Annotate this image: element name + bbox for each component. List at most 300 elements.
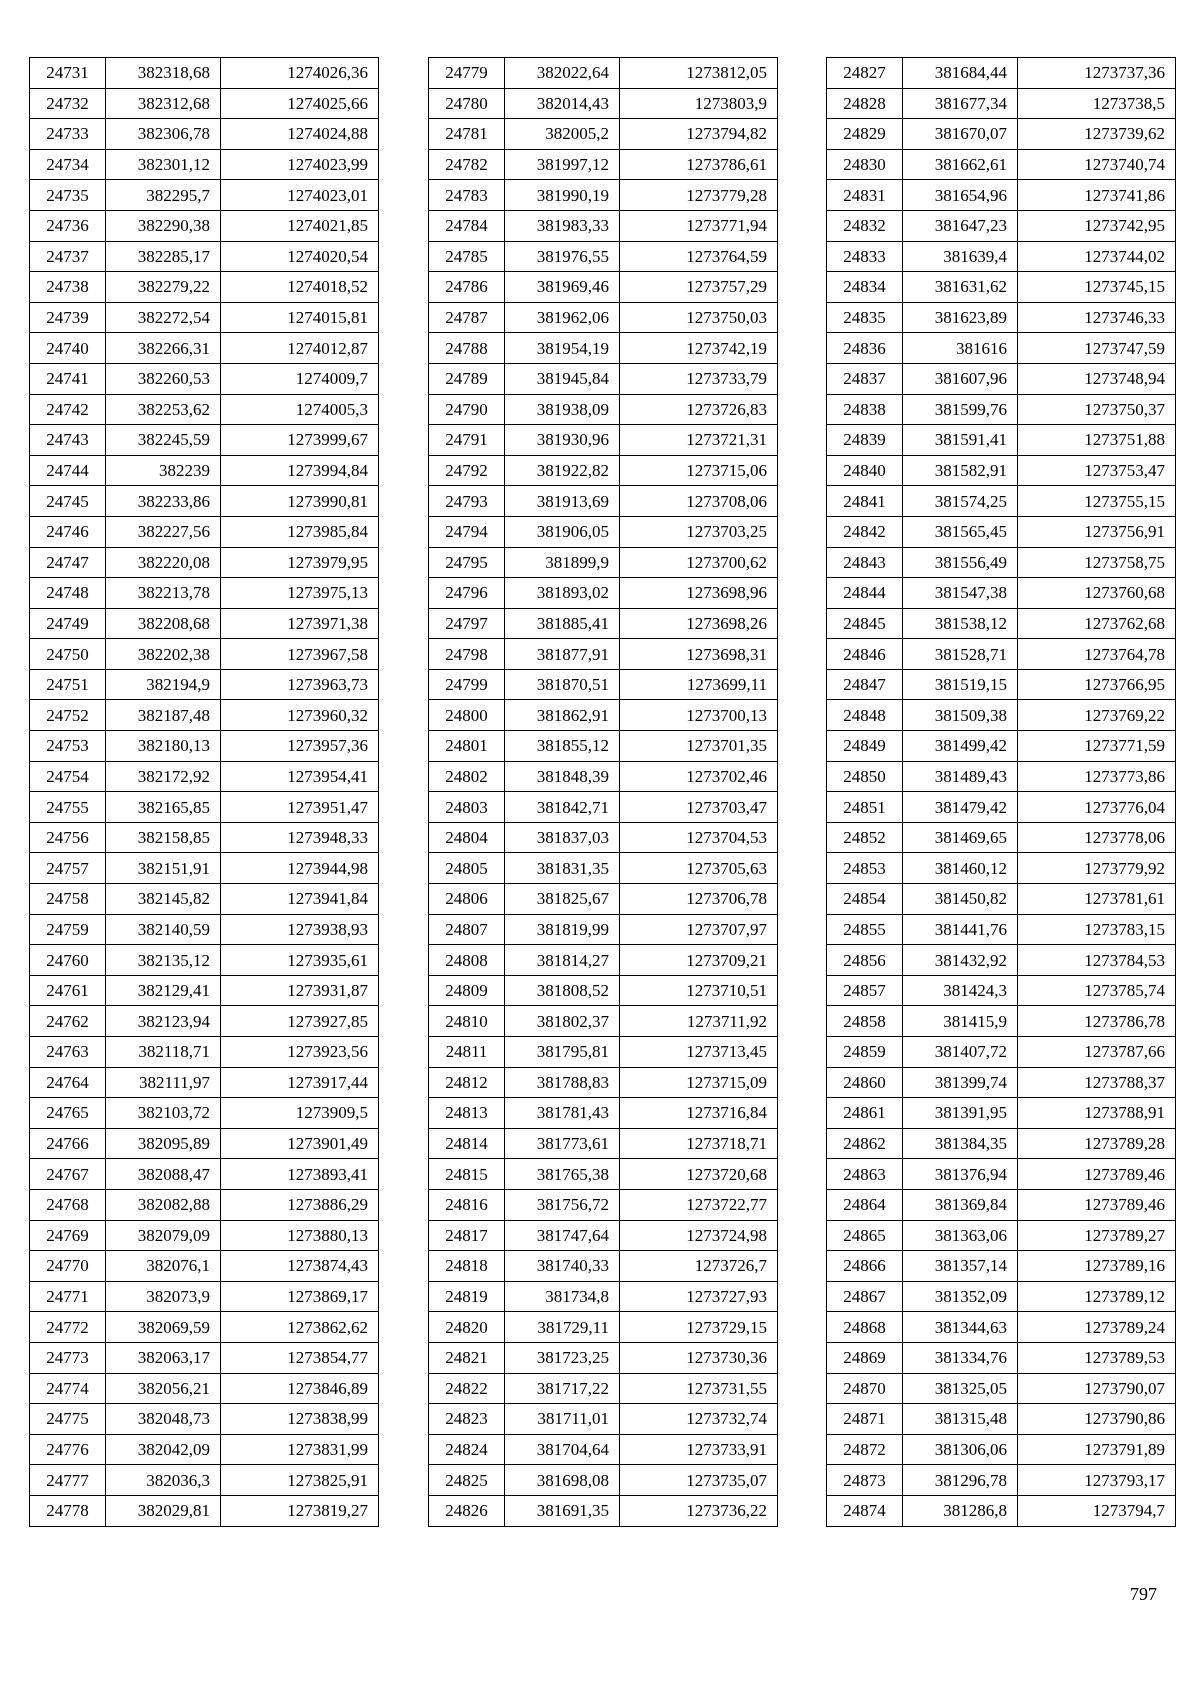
table-row [429, 272, 778, 303]
x-coordinate-cell: 381582,91 [903, 455, 1018, 486]
table-row [429, 792, 778, 823]
x-coordinate-cell: 382208,68 [106, 608, 221, 639]
y-coordinate-cell: 1273794,82 [620, 119, 778, 150]
point-number-cell: 24832 [827, 210, 903, 241]
y-coordinate-cell: 1274020,54 [221, 241, 379, 272]
y-coordinate-cell: 1273874,43 [221, 1251, 379, 1282]
x-coordinate-cell: 382306,78 [106, 119, 221, 150]
table-row [30, 945, 379, 976]
point-number-cell: 24843 [827, 547, 903, 578]
page-number: 797 [1130, 1584, 1157, 1604]
x-coordinate-cell: 381441,76 [903, 914, 1018, 945]
y-coordinate-cell: 1273742,19 [620, 333, 778, 364]
table-row [429, 210, 778, 241]
y-coordinate-cell: 1273705,63 [620, 853, 778, 884]
point-number-cell: 24770 [30, 1251, 106, 1282]
point-number-cell: 24822 [429, 1373, 505, 1404]
table-row [429, 1159, 778, 1190]
y-coordinate-cell: 1273726,83 [620, 394, 778, 425]
point-number-cell: 24739 [30, 302, 106, 333]
table-row [30, 1067, 379, 1098]
y-coordinate-cell: 1273854,77 [221, 1342, 379, 1373]
table-row [30, 180, 379, 211]
point-number-cell: 24869 [827, 1342, 903, 1373]
table-row [30, 333, 379, 364]
y-coordinate-cell: 1273739,62 [1018, 119, 1176, 150]
table-row [429, 731, 778, 762]
y-coordinate-cell: 1273713,45 [620, 1037, 778, 1068]
x-coordinate-cell: 382048,73 [106, 1404, 221, 1435]
table-row [30, 455, 379, 486]
y-coordinate-cell: 1273727,93 [620, 1281, 778, 1312]
table-row [429, 669, 778, 700]
y-coordinate-cell: 1273703,25 [620, 516, 778, 547]
point-number-cell: 24844 [827, 578, 903, 609]
y-coordinate-cell: 1273742,95 [1018, 210, 1176, 241]
table-row [30, 1404, 379, 1435]
point-number-cell: 24785 [429, 241, 505, 272]
x-coordinate-cell: 382014,43 [505, 88, 620, 119]
point-number-cell: 24801 [429, 731, 505, 762]
x-coordinate-cell: 382056,21 [106, 1373, 221, 1404]
y-coordinate-cell: 1273698,31 [620, 639, 778, 670]
table-row [30, 1495, 379, 1526]
point-number-cell: 24870 [827, 1373, 903, 1404]
point-number-cell: 24731 [30, 58, 106, 89]
table-row [827, 394, 1176, 425]
x-coordinate-cell: 382318,68 [106, 58, 221, 89]
y-coordinate-cell: 1273762,68 [1018, 608, 1176, 639]
coordinate-table-3 [826, 57, 1176, 1527]
x-coordinate-cell: 382088,47 [106, 1159, 221, 1190]
table-row [429, 822, 778, 853]
point-number-cell: 24794 [429, 516, 505, 547]
x-coordinate-cell: 381499,42 [903, 731, 1018, 762]
x-coordinate-cell: 382076,1 [106, 1251, 221, 1282]
point-number-cell: 24858 [827, 1006, 903, 1037]
table-row [827, 1495, 1176, 1526]
point-number-cell: 24733 [30, 119, 106, 150]
table-row [429, 1128, 778, 1159]
point-number-cell: 24778 [30, 1495, 106, 1526]
point-number-cell: 24850 [827, 761, 903, 792]
y-coordinate-cell: 1273771,59 [1018, 731, 1176, 762]
table-row [827, 88, 1176, 119]
x-coordinate-cell: 381781,43 [505, 1098, 620, 1129]
point-number-cell: 24768 [30, 1189, 106, 1220]
y-coordinate-cell: 1273909,5 [221, 1098, 379, 1129]
y-coordinate-cell: 1273927,85 [221, 1006, 379, 1037]
y-coordinate-cell: 1273751,88 [1018, 425, 1176, 456]
point-number-cell: 24736 [30, 210, 106, 241]
table-row [30, 700, 379, 731]
table-row [827, 302, 1176, 333]
x-coordinate-cell: 381938,09 [505, 394, 620, 425]
table-row [30, 731, 379, 762]
x-coordinate-cell: 381740,33 [505, 1251, 620, 1282]
y-coordinate-cell: 1273957,36 [221, 731, 379, 762]
y-coordinate-cell: 1273963,73 [221, 669, 379, 700]
x-coordinate-cell: 382079,09 [106, 1220, 221, 1251]
y-coordinate-cell: 1273886,29 [221, 1189, 379, 1220]
x-coordinate-cell: 381704,64 [505, 1434, 620, 1465]
table-row [429, 1312, 778, 1343]
y-coordinate-cell: 1273990,81 [221, 486, 379, 517]
table-row [30, 119, 379, 150]
y-coordinate-cell: 1273790,86 [1018, 1404, 1176, 1435]
table-row [30, 761, 379, 792]
y-coordinate-cell: 1273757,29 [620, 272, 778, 303]
x-coordinate-cell: 381315,48 [903, 1404, 1018, 1435]
table-row [429, 547, 778, 578]
point-number-cell: 24774 [30, 1373, 106, 1404]
x-coordinate-cell: 381885,41 [505, 608, 620, 639]
y-coordinate-cell: 1273753,47 [1018, 455, 1176, 486]
point-number-cell: 24809 [429, 975, 505, 1006]
point-number-cell: 24732 [30, 88, 106, 119]
point-number-cell: 24743 [30, 425, 106, 456]
point-number-cell: 24847 [827, 669, 903, 700]
point-number-cell: 24860 [827, 1067, 903, 1098]
x-coordinate-cell: 382272,54 [106, 302, 221, 333]
table-row [429, 1342, 778, 1373]
y-coordinate-cell: 1273769,22 [1018, 700, 1176, 731]
x-coordinate-cell: 381723,25 [505, 1342, 620, 1373]
x-coordinate-cell: 381415,9 [903, 1006, 1018, 1037]
x-coordinate-cell: 381837,03 [505, 822, 620, 853]
point-number-cell: 24749 [30, 608, 106, 639]
y-coordinate-cell: 1273951,47 [221, 792, 379, 823]
point-number-cell: 24816 [429, 1189, 505, 1220]
x-coordinate-cell: 381842,71 [505, 792, 620, 823]
x-coordinate-cell: 381376,94 [903, 1159, 1018, 1190]
point-number-cell: 24849 [827, 731, 903, 762]
point-number-cell: 24851 [827, 792, 903, 823]
table-row [30, 822, 379, 853]
point-number-cell: 24746 [30, 516, 106, 547]
table-row [429, 1281, 778, 1312]
x-coordinate-cell: 382158,85 [106, 822, 221, 853]
y-coordinate-cell: 1273736,22 [620, 1495, 778, 1526]
point-number-cell: 24817 [429, 1220, 505, 1251]
y-coordinate-cell: 1273825,91 [221, 1465, 379, 1496]
table-row [30, 547, 379, 578]
x-coordinate-cell: 382135,12 [106, 945, 221, 976]
table-row [827, 1342, 1176, 1373]
table-row [30, 1373, 379, 1404]
table-row [30, 88, 379, 119]
point-number-cell: 24802 [429, 761, 505, 792]
y-coordinate-cell: 1273781,61 [1018, 884, 1176, 915]
table-row [30, 1465, 379, 1496]
x-coordinate-cell: 381906,05 [505, 516, 620, 547]
point-number-cell: 24854 [827, 884, 903, 915]
y-coordinate-cell: 1273700,62 [620, 547, 778, 578]
y-coordinate-cell: 1273994,84 [221, 455, 379, 486]
table-row [827, 608, 1176, 639]
y-coordinate-cell: 1273715,06 [620, 455, 778, 486]
table-row [827, 1434, 1176, 1465]
point-number-cell: 24824 [429, 1434, 505, 1465]
table-row [827, 1067, 1176, 1098]
x-coordinate-cell: 381976,55 [505, 241, 620, 272]
table-row [30, 669, 379, 700]
table-row [827, 210, 1176, 241]
point-number-cell: 24838 [827, 394, 903, 425]
x-coordinate-cell: 382285,17 [106, 241, 221, 272]
x-coordinate-cell: 381795,81 [505, 1037, 620, 1068]
x-coordinate-cell: 382022,64 [505, 58, 620, 89]
table-row [30, 792, 379, 823]
y-coordinate-cell: 1273746,33 [1018, 302, 1176, 333]
point-number-cell: 24748 [30, 578, 106, 609]
point-number-cell: 24853 [827, 853, 903, 884]
x-coordinate-cell: 382180,13 [106, 731, 221, 762]
y-coordinate-cell: 1274025,66 [221, 88, 379, 119]
table-row [827, 1037, 1176, 1068]
table-row [30, 394, 379, 425]
table-row [429, 516, 778, 547]
y-coordinate-cell: 1273766,95 [1018, 669, 1176, 700]
table-row [30, 149, 379, 180]
y-coordinate-cell: 1273789,46 [1018, 1189, 1176, 1220]
table-row [429, 455, 778, 486]
y-coordinate-cell: 1273718,71 [620, 1128, 778, 1159]
y-coordinate-cell: 1273789,16 [1018, 1251, 1176, 1282]
x-coordinate-cell: 381788,83 [505, 1067, 620, 1098]
x-coordinate-cell: 381344,63 [903, 1312, 1018, 1343]
y-coordinate-cell: 1273880,13 [221, 1220, 379, 1251]
y-coordinate-cell: 1273738,5 [1018, 88, 1176, 119]
point-number-cell: 24840 [827, 455, 903, 486]
point-number-cell: 24744 [30, 455, 106, 486]
table-row [827, 731, 1176, 762]
x-coordinate-cell: 381684,44 [903, 58, 1018, 89]
y-coordinate-cell: 1273831,99 [221, 1434, 379, 1465]
table-row [827, 1281, 1176, 1312]
point-number-cell: 24834 [827, 272, 903, 303]
x-coordinate-cell: 382260,53 [106, 363, 221, 394]
table-row [30, 884, 379, 915]
table-row [30, 853, 379, 884]
y-coordinate-cell: 1273783,15 [1018, 914, 1176, 945]
point-number-cell: 24841 [827, 486, 903, 517]
y-coordinate-cell: 1273707,97 [620, 914, 778, 945]
x-coordinate-cell: 381357,14 [903, 1251, 1018, 1282]
y-coordinate-cell: 1273803,9 [620, 88, 778, 119]
table-row [30, 1189, 379, 1220]
point-number-cell: 24747 [30, 547, 106, 578]
point-number-cell: 24823 [429, 1404, 505, 1435]
y-coordinate-cell: 1273789,24 [1018, 1312, 1176, 1343]
y-coordinate-cell: 1273794,7 [1018, 1495, 1176, 1526]
point-number-cell: 24825 [429, 1465, 505, 1496]
table-row [30, 58, 379, 89]
y-coordinate-cell: 1273698,96 [620, 578, 778, 609]
table-row [827, 700, 1176, 731]
y-coordinate-cell: 1273773,86 [1018, 761, 1176, 792]
x-coordinate-cell: 381623,89 [903, 302, 1018, 333]
table-row [429, 1251, 778, 1282]
point-number-cell: 24751 [30, 669, 106, 700]
point-number-cell: 24762 [30, 1006, 106, 1037]
table-row [429, 1098, 778, 1129]
table-row [429, 945, 778, 976]
x-coordinate-cell: 381969,46 [505, 272, 620, 303]
y-coordinate-cell: 1273975,13 [221, 578, 379, 609]
point-number-cell: 24873 [827, 1465, 903, 1496]
x-coordinate-cell: 381296,78 [903, 1465, 1018, 1496]
y-coordinate-cell: 1273703,47 [620, 792, 778, 823]
point-number-cell: 24734 [30, 149, 106, 180]
table-row [30, 1251, 379, 1282]
x-coordinate-cell: 381407,72 [903, 1037, 1018, 1068]
table-row [827, 180, 1176, 211]
point-number-cell: 24813 [429, 1098, 505, 1129]
table-row [30, 516, 379, 547]
table-row [429, 1189, 778, 1220]
y-coordinate-cell: 1273730,36 [620, 1342, 778, 1373]
x-coordinate-cell: 381899,9 [505, 547, 620, 578]
point-number-cell: 24766 [30, 1128, 106, 1159]
y-coordinate-cell: 1273704,53 [620, 822, 778, 853]
x-coordinate-cell: 382063,17 [106, 1342, 221, 1373]
x-coordinate-cell: 381654,96 [903, 180, 1018, 211]
table-row [827, 822, 1176, 853]
x-coordinate-cell: 381717,22 [505, 1373, 620, 1404]
x-coordinate-cell: 381747,64 [505, 1220, 620, 1251]
point-number-cell: 24842 [827, 516, 903, 547]
table-row [429, 241, 778, 272]
y-coordinate-cell: 1273893,41 [221, 1159, 379, 1190]
table-row [429, 58, 778, 89]
point-number-cell: 24788 [429, 333, 505, 364]
point-number-cell: 24796 [429, 578, 505, 609]
point-number-cell: 24761 [30, 975, 106, 1006]
point-number-cell: 24800 [429, 700, 505, 731]
table-row [30, 363, 379, 394]
y-coordinate-cell: 1273740,74 [1018, 149, 1176, 180]
x-coordinate-cell: 381990,19 [505, 180, 620, 211]
x-coordinate-cell: 382253,62 [106, 394, 221, 425]
x-coordinate-cell: 382036,3 [106, 1465, 221, 1496]
y-coordinate-cell: 1273722,77 [620, 1189, 778, 1220]
y-coordinate-cell: 1273732,74 [620, 1404, 778, 1435]
point-number-cell: 24777 [30, 1465, 106, 1496]
x-coordinate-cell: 382029,81 [106, 1495, 221, 1526]
y-coordinate-cell: 1273779,28 [620, 180, 778, 211]
table-row [30, 1342, 379, 1373]
x-coordinate-cell: 382103,72 [106, 1098, 221, 1129]
point-number-cell: 24771 [30, 1281, 106, 1312]
table-row [30, 1128, 379, 1159]
table-row [429, 1373, 778, 1404]
point-number-cell: 24787 [429, 302, 505, 333]
point-number-cell: 24827 [827, 58, 903, 89]
x-coordinate-cell: 381877,91 [505, 639, 620, 670]
table-row [827, 761, 1176, 792]
y-coordinate-cell: 1273698,26 [620, 608, 778, 639]
x-coordinate-cell: 382082,88 [106, 1189, 221, 1220]
table-row [827, 1098, 1176, 1129]
table-row [30, 1159, 379, 1190]
y-coordinate-cell: 1274015,81 [221, 302, 379, 333]
y-coordinate-cell: 1273931,87 [221, 975, 379, 1006]
x-coordinate-cell: 381662,61 [903, 149, 1018, 180]
y-coordinate-cell: 1273788,37 [1018, 1067, 1176, 1098]
y-coordinate-cell: 1273737,36 [1018, 58, 1176, 89]
x-coordinate-cell: 381962,06 [505, 302, 620, 333]
point-number-cell: 24865 [827, 1220, 903, 1251]
point-number-cell: 24789 [429, 363, 505, 394]
y-coordinate-cell: 1273699,11 [620, 669, 778, 700]
y-coordinate-cell: 1273917,44 [221, 1067, 379, 1098]
point-number-cell: 24745 [30, 486, 106, 517]
table-row [429, 88, 778, 119]
y-coordinate-cell: 1273789,12 [1018, 1281, 1176, 1312]
y-coordinate-cell: 1273715,09 [620, 1067, 778, 1098]
point-number-cell: 24741 [30, 363, 106, 394]
table-row [429, 302, 778, 333]
y-coordinate-cell: 1273721,31 [620, 425, 778, 456]
x-coordinate-cell: 381831,35 [505, 853, 620, 884]
point-number-cell: 24781 [429, 119, 505, 150]
y-coordinate-cell: 1273708,06 [620, 486, 778, 517]
coordinate-table-2 [428, 57, 778, 1527]
x-coordinate-cell: 381424,3 [903, 975, 1018, 1006]
x-coordinate-cell: 381802,37 [505, 1006, 620, 1037]
y-coordinate-cell: 1273731,55 [620, 1373, 778, 1404]
table-row [827, 1251, 1176, 1282]
x-coordinate-cell: 381814,27 [505, 945, 620, 976]
x-coordinate-cell: 382301,12 [106, 149, 221, 180]
point-number-cell: 24806 [429, 884, 505, 915]
point-number-cell: 24836 [827, 333, 903, 364]
y-coordinate-cell: 1274024,88 [221, 119, 379, 150]
point-number-cell: 24857 [827, 975, 903, 1006]
table-row [30, 1098, 379, 1129]
x-coordinate-cell: 381922,82 [505, 455, 620, 486]
y-coordinate-cell: 1273747,59 [1018, 333, 1176, 364]
table-row [827, 425, 1176, 456]
point-number-cell: 24792 [429, 455, 505, 486]
table-row [429, 394, 778, 425]
x-coordinate-cell: 381334,76 [903, 1342, 1018, 1373]
table-row [30, 639, 379, 670]
y-coordinate-cell: 1273744,02 [1018, 241, 1176, 272]
table-row [429, 761, 778, 792]
y-coordinate-cell: 1274023,99 [221, 149, 379, 180]
point-number-cell: 24845 [827, 608, 903, 639]
point-number-cell: 24866 [827, 1251, 903, 1282]
point-number-cell: 24799 [429, 669, 505, 700]
x-coordinate-cell: 382266,31 [106, 333, 221, 364]
x-coordinate-cell: 381607,96 [903, 363, 1018, 394]
y-coordinate-cell: 1273716,84 [620, 1098, 778, 1129]
x-coordinate-cell: 381954,19 [505, 333, 620, 364]
point-number-cell: 24753 [30, 731, 106, 762]
point-number-cell: 24829 [827, 119, 903, 150]
point-number-cell: 24764 [30, 1067, 106, 1098]
table-row [30, 1434, 379, 1465]
x-coordinate-cell: 381631,62 [903, 272, 1018, 303]
x-coordinate-cell: 382073,9 [106, 1281, 221, 1312]
table-row [429, 914, 778, 945]
x-coordinate-cell: 381825,67 [505, 884, 620, 915]
y-coordinate-cell: 1273764,59 [620, 241, 778, 272]
y-coordinate-cell: 1273726,7 [620, 1251, 778, 1282]
point-number-cell: 24864 [827, 1189, 903, 1220]
